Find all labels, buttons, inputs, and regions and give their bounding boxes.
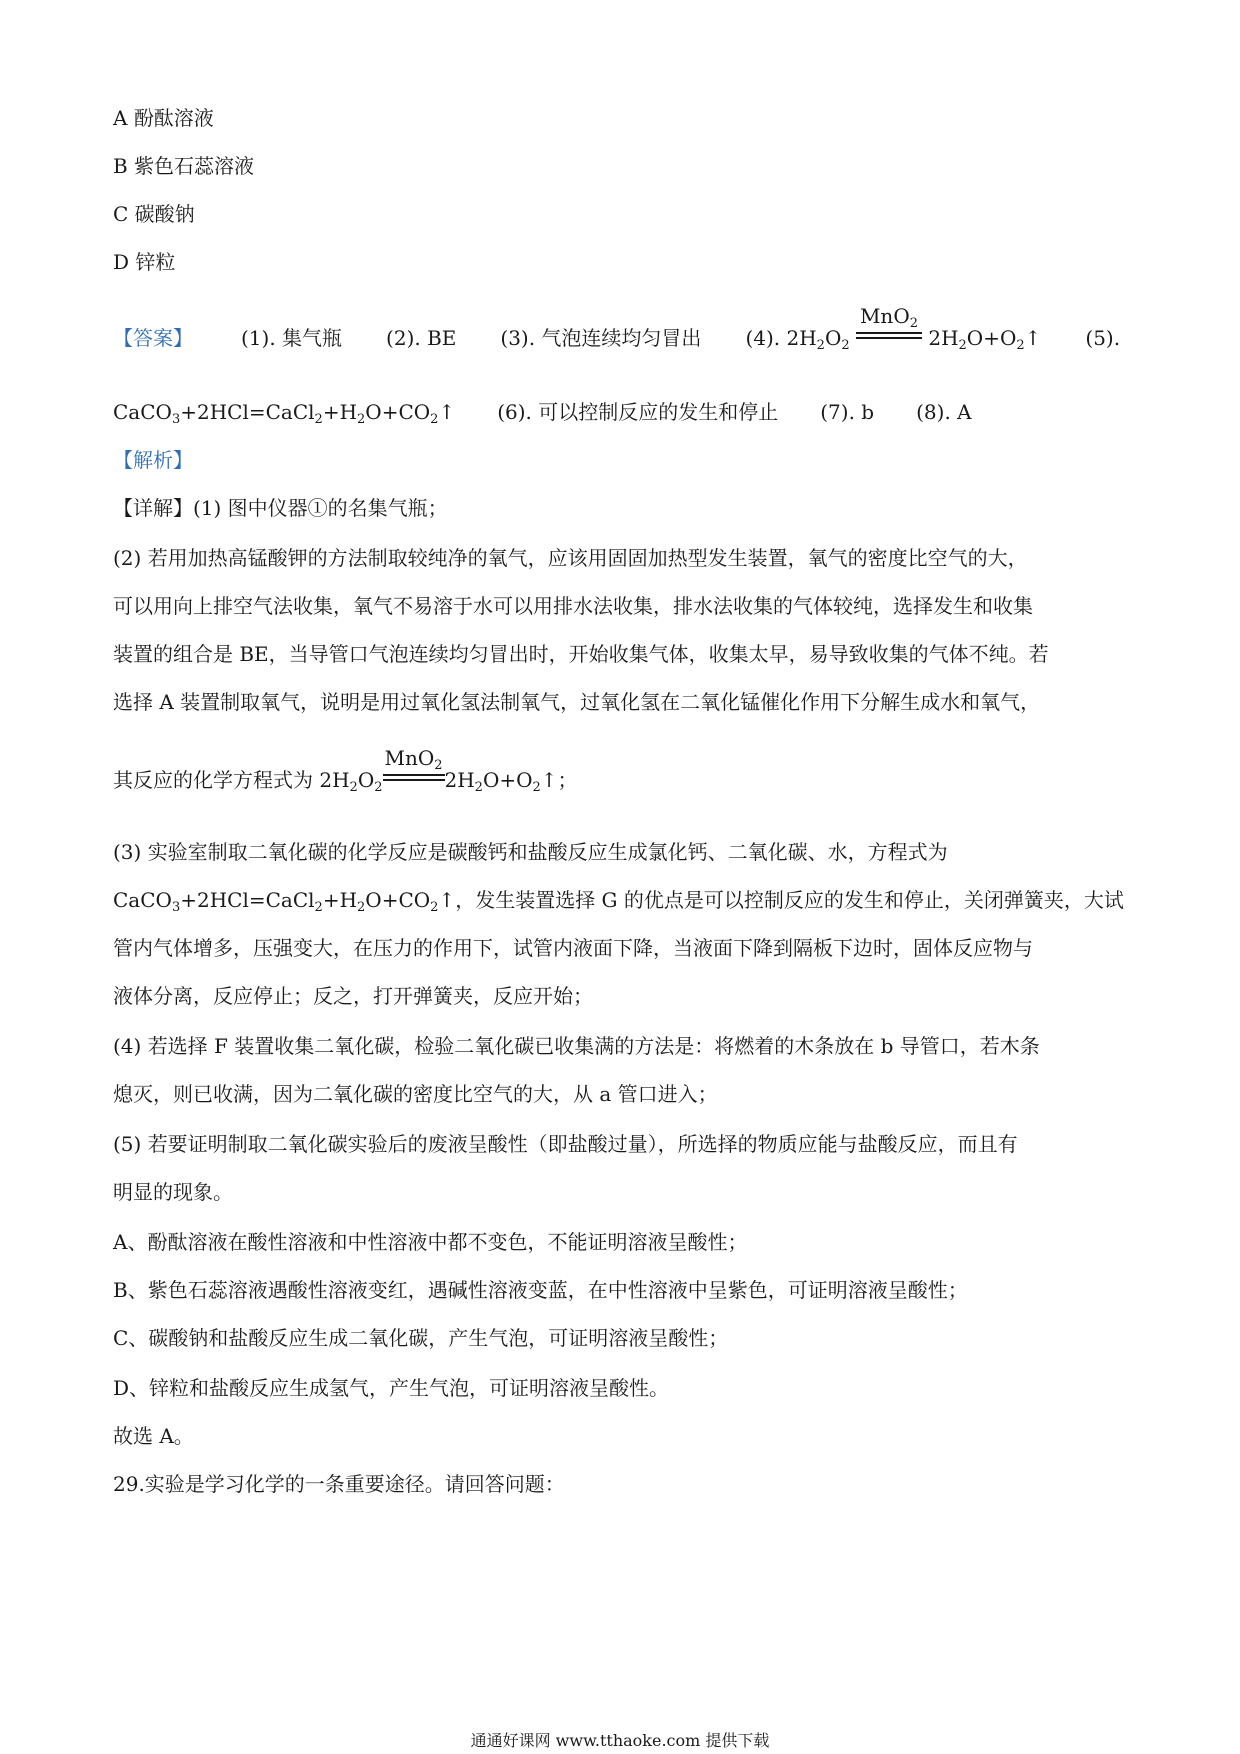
p4-line-1: (4) 若选择 F 装置收集二氧化碳，检验二氧化碳已收集满的方法是：将燃着的木条放在 b 导管口，若木条 xyxy=(113,1034,1040,1058)
p3-line-1: (3) 实验室制取二氧化碳的化学反应是碳酸钙和盐酸反应生成氯化钙、二氧化碳、水，方程式为 xyxy=(113,840,948,864)
answer-1: (1). 集气瓶 xyxy=(241,326,343,350)
page-footer: 通通好课网 www.tthaoke.com 提供下载 xyxy=(470,1731,770,1750)
answer-line-1 xyxy=(113,304,1121,353)
conclusion: 故选 A。 xyxy=(113,1424,194,1448)
answer-4: (4). $2H_2O_2$ MnO$_2$ $2H_2O+O_2↑$ xyxy=(745,304,1042,353)
answer-line-2 xyxy=(113,398,972,426)
p5-line-1: (5) 若要证明制取二氧化碳实验后的废液呈酸性（即盐酸过量），所选择的物质应能与盐酸反应，而且有 xyxy=(113,1132,1018,1156)
analysis-tag: 【解析】 xyxy=(113,448,193,472)
p5-line-2: 明显的现象。 xyxy=(113,1180,233,1204)
p3-line-4: 液体分离，反应停止；反之，打开弹簧夹，反应开始； xyxy=(113,984,593,1008)
answer-tag: 【答案】 xyxy=(113,326,193,350)
next-question: 29.实验是学习化学的一条重要途径。请回答问题： xyxy=(113,1472,565,1496)
p2-line-5: 其反应的化学方程式为 $2H_2O_2$ MnO$_2$ $2H_2O+O_2↑$； xyxy=(113,746,578,795)
explain-option-a: A、酚酞溶液在酸性溶液和中性溶液中都不变色，不能证明溶液呈酸性； xyxy=(113,1230,748,1254)
answer-7: (7). b xyxy=(820,400,875,424)
p2-line-2: 可以用向上排空气法收集，氧气不易溶于水可以用排水法收集，排水法收集的气体较纯，选择发生和收集 xyxy=(113,594,1033,618)
p2-line-4: 选择 A 装置制取氧气，说明是用过氧化氢法制氧气，过氧化氢在二氧化锰催化作用下分解生成水和氧气， xyxy=(113,690,1041,714)
p2-line-1: (2) 若用加热高锰酸钾的方法制取较纯净的氧气，应该用固固加热型发生装置，氧气的密度比空气的大， xyxy=(113,546,1028,570)
answer-5-label: (5). xyxy=(1085,326,1121,350)
p2-line-3: 装置的组合是 BE，当导管口气泡连续均匀冒出时，开始收集气体，收集太早，易导致收集的气体不纯。若 xyxy=(113,642,1049,666)
answer-2: (2). BE xyxy=(386,326,457,350)
option-d: D 锌粒 xyxy=(113,250,176,274)
answer-5-equation: $CaCO_3+2HCl=CaCl_2+H_2O+CO_2↑$ xyxy=(113,400,456,427)
reaction-condition: MnO$_2$ xyxy=(856,332,922,345)
option-c: C 碳酸钠 xyxy=(113,202,195,226)
answer-8: (8). A xyxy=(916,400,972,424)
reaction-condition: MnO$_2$ xyxy=(383,774,445,787)
option-b: B 紫色石蕊溶液 xyxy=(113,154,255,178)
explain-option-c: C、碳酸钠和盐酸反应生成二氧化碳，产生气泡，可证明溶液呈酸性； xyxy=(113,1326,729,1350)
p4-line-2: 熄灭，则已收满，因为二氧化碳的密度比空气的大，从 a 管口进入； xyxy=(113,1082,718,1106)
p3-line-3: 管内气体增多，压强变大，在压力的作用下，试管内液面下降，当液面下降到隔板下边时，固体反应物与 xyxy=(113,936,1033,960)
p3-line-2: $CaCO_3+2HCl=CaCl_2+H_2O+CO_2↑$，发生装置选择 G 的优点是可以控制反应的发生和停止，关闭弹簧夹，大试 xyxy=(113,888,1124,915)
option-a: A 酚酞溶液 xyxy=(113,106,214,130)
detail-1: 【详解】(1) 图中仪器①的名集气瓶； xyxy=(113,496,448,520)
explain-option-b: B、紫色石蕊溶液遇酸性溶液变红，遇碱性溶液变蓝，在中性溶液中呈紫色，可证明溶液呈酸性； xyxy=(113,1278,968,1302)
answer-6: (6). 可以控制反应的发生和停止 xyxy=(497,400,779,424)
answer-3: (3). 气泡连续均匀冒出 xyxy=(500,326,702,350)
explain-option-d: D、锌粒和盐酸反应生成氢气，产生气泡，可证明溶液呈酸性。 xyxy=(113,1376,670,1400)
